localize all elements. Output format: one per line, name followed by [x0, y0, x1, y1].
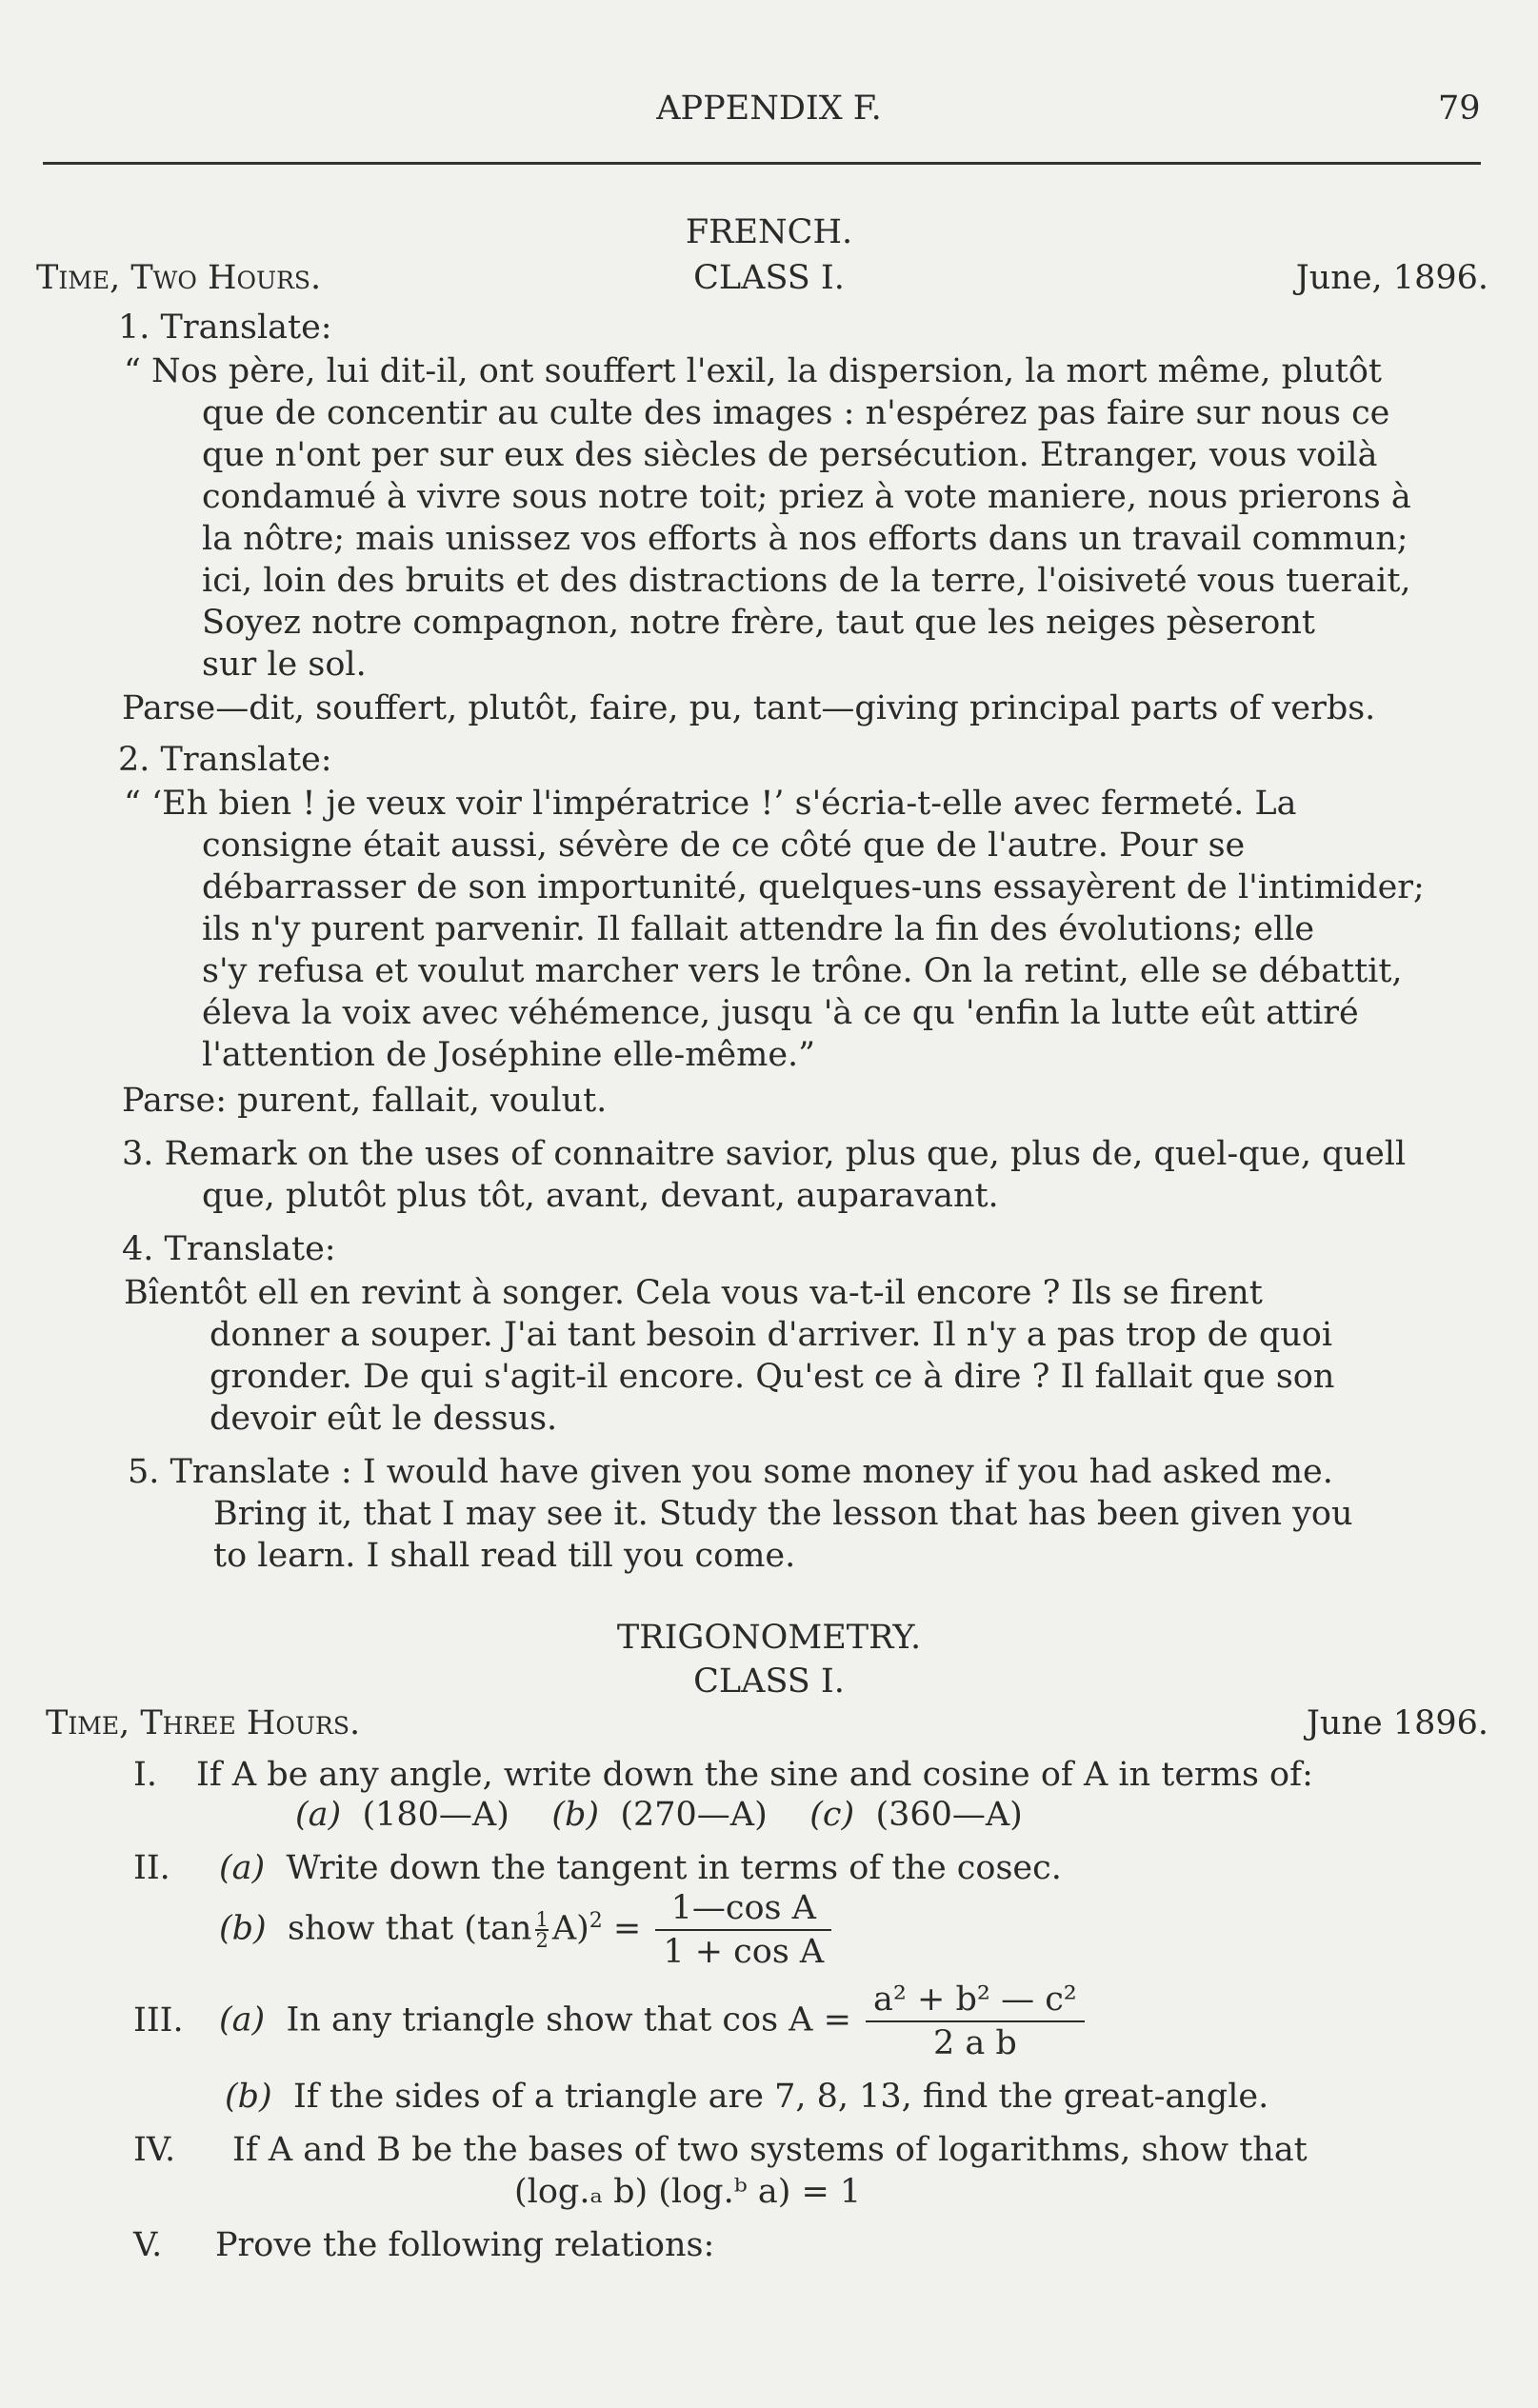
q1-parse: Parse—dit, souffert, plutôt, faire, pu, tant—giving principal parts of verbs.: [122, 689, 1376, 727]
trig-q3-number: III.: [133, 2001, 184, 2040]
q1-line: condamué à vivre sous notre toit; priez à vote maniere, nous prierons à: [202, 478, 1411, 516]
q1-line: sur le sol.: [202, 646, 367, 684]
q4-line: gronder. De qui s'agit-il encore. Qu'est ce à dire ? Il fallait que son: [210, 1358, 1335, 1396]
trig-q4-formula: (log.ₐ b) (log.ᵇ a) = 1: [514, 2173, 862, 2211]
q5-line: Bring it, that I may see it. Study the lesson that has been given you: [213, 1495, 1353, 1533]
q1-line: que de concentir au culte des images : n'espérez pas faire sur nous ce: [202, 394, 1390, 432]
trig-q1-options: (a) (180—A) (b) (270—A) (c) (360—A): [295, 1796, 1023, 1834]
trig-q5-text: Prove the following relations:: [215, 2226, 715, 2264]
q4-line: devoir eût le dessus.: [210, 1400, 558, 1438]
trig-q3a-fraction: $\frac{\text{a² + b² — c²}}{\text{2 a b}}$: [866, 1979, 1085, 2064]
q1-heading: 1. Translate:: [118, 308, 332, 347]
q2-line: éleva la voix avec véhémence, jusqu 'à ce qu 'enfin la lutte eût attiré: [202, 994, 1359, 1032]
trig-q2a: (a) Write down the tangent in terms of the cosec.: [219, 1849, 1062, 1887]
section-title-french: FRENCH.: [685, 213, 853, 251]
q2-heading: 2. Translate:: [118, 741, 332, 779]
q1-line: que n'ont per sur eux des siècles de persécution. Etranger, vous voilà: [202, 436, 1378, 474]
header-rule: [43, 162, 1481, 165]
q5-line: 5. Translate : I would have given you some money if you had asked me.: [128, 1453, 1333, 1491]
trig-q4-number: IV.: [133, 2131, 176, 2169]
trig-q3a: (a) In any triangle show that cos A = $\frac{\text{a² + b² — c²}}{\text{2 a b}}$: [219, 1979, 1085, 2064]
trig-date: June 1896.: [1306, 1704, 1488, 1742]
q4-line: donner a souper. J'ai tant besoin d'arriver. Il n'y a pas trop de quoi: [210, 1316, 1333, 1354]
trig-class: CLASS I.: [693, 1662, 845, 1701]
trig-q5-number: V.: [133, 2226, 163, 2264]
q3-line: que, plutôt plus tôt, avant, devant, auparavant.: [202, 1177, 999, 1215]
q2-line: “ ‘Eh bien ! je veux voir l'impératrice !’ s'écria-t-elle avec fermeté. La: [124, 785, 1297, 823]
q1-line: ici, loin des bruits et des distractions de la terre, l'oisiveté vous tuerait,: [202, 562, 1411, 600]
q3-line: 3. Remark on the uses of connaitre savior, plus que, plus de, quel-que, quell: [122, 1135, 1407, 1173]
q2-line: débarrasser de son importunité, quelques-uns essayèrent de l'intimider;: [202, 868, 1425, 906]
trig-q1-text: If A be any angle, write down the sine and cosine of A in terms of:: [196, 1756, 1313, 1794]
q4-line: Bîentôt ell en revint à songer. Cela vous va-t-il encore ? Ils se firent: [124, 1274, 1263, 1312]
trig-time: Time, Three Hours.: [46, 1704, 361, 1742]
q2-parse: Parse: purent, fallait, voulut.: [122, 1082, 608, 1120]
trig-q3b: (b) If the sides of a triangle are 7, 8, 13, find the great-angle.: [225, 2078, 1269, 2116]
q1-line: la nôtre; mais unissez vos efforts à nos efforts dans un travail commun;: [202, 520, 1408, 558]
french-class: CLASS I.: [693, 259, 845, 297]
french-date: June, 1896.: [1295, 259, 1488, 297]
trig-q2b: (b) show that (tan $\frac{1}{2}$ A)$^2$ = $\frac{\text{1—cos A}}{\text{1 + cos A}}$: [219, 1887, 831, 1973]
page-number: 79: [1438, 90, 1481, 128]
trig-q2b-fraction: $\frac{\text{1—cos A}}{\text{1 + cos A}}$: [655, 1887, 831, 1973]
trig-q4-text: If A and B be the bases of two systems of logarithms, show that: [232, 2131, 1308, 2169]
q5-line: to learn. I shall read till you come.: [213, 1537, 796, 1575]
trig-q1-number: I.: [133, 1756, 157, 1794]
q2-line: s'y refusa et voulut marcher vers le trône. On la retint, elle se débattit,: [202, 952, 1403, 990]
q2-line: ils n'y purent parvenir. Il fallait attendre la fin des évolutions; elle: [202, 910, 1315, 948]
trig-q2-number: II.: [133, 1849, 170, 1887]
q1-line: “ Nos père, lui dit-il, ont souffert l'exil, la dispersion, la mort même, plutôt: [124, 352, 1382, 390]
q2-line: consigne était aussi, sévère de ce côté que de l'autre. Pour se: [202, 826, 1246, 865]
running-header: APPENDIX F.: [656, 90, 882, 128]
q4-heading: 4. Translate:: [122, 1230, 336, 1268]
one-half-fraction: $\frac{1}{2}$: [535, 1908, 549, 1952]
q1-line: Soyez notre compagnon, notre frère, taut que les neiges pèseront: [202, 604, 1315, 642]
q2-line: l'attention de Joséphine elle-même.”: [202, 1036, 816, 1074]
section-title-trig: TRIGONOMETRY.: [616, 1619, 922, 1657]
french-time: Time, Two Hours.: [36, 259, 322, 297]
